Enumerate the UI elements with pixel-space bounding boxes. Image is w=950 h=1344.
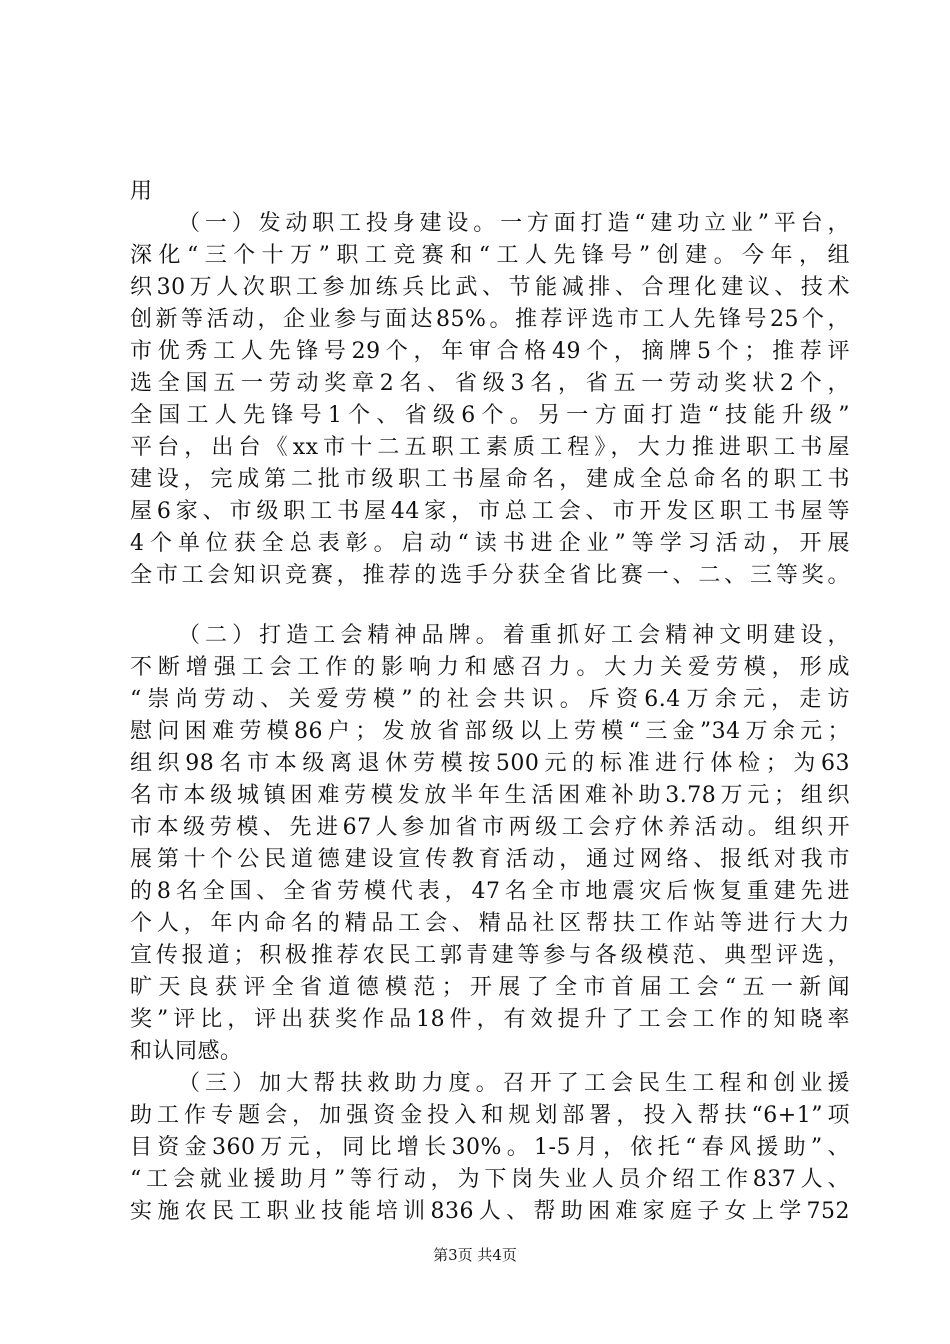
text-line: 4个单位获全总表彰。启动“读书进企业”等学习活动，开展 [130,531,850,556]
text-line: 慰问困难劳模86户；发放省部级以上劳模“三金”34万余元； [130,719,850,744]
page-number-footer: 第3页 共4页 [433,1246,517,1264]
text-line: 全国工人先锋号1个、省级6个。另一方面打造“技能升级” [130,403,850,428]
text-line: “工会就业援助月”等行动，为下岗失业人员介绍工作837人、 [130,1167,850,1192]
text-line: “崇尚劳动、关爱劳模”的社会共识。斥资6.4万余元，走访 [130,687,850,712]
paragraph-gap [130,592,850,620]
text-line: 创新等活动，企业参与面达85%。推荐评选市工人先锋号25个， [130,307,850,332]
text-line: 不断增强工会工作的影响力和感召力。大力关爱劳模，形成 [130,655,850,680]
text-line: 奖”评比，评出获奖作品18件，有效提升了工会工作的知晓率 [130,1007,850,1032]
text-line: 屋6家、市级职工书屋44家，市总工会、市开发区职工书屋等 [130,499,850,524]
text-line: 选全国五一劳动奖章2名、省级3名，省五一劳动奖状2个， [130,371,850,396]
text-line: （一）发动职工投身建设。一方面打造“建功立业”平台， [178,211,850,236]
text-line: 全市工会知识竞赛，推荐的选手分获全省比赛一、二、三等奖。 [130,563,850,588]
text-line: 建设，完成第二批市级职工书屋命名，建成全总命名的职工书 [130,467,850,492]
text-line: 目资金360万元，同比增长30%。1-5月，依托“春风援助”、 [130,1135,850,1160]
text-line: 个人，年内命名的精品工会、精品社区帮扶工作站等进行大力 [130,911,850,936]
text-line: 平台，出台《xx市十二五职工素质工程》，大力推进职工书屋 [130,435,850,460]
text-line: 深化“三个十万”职工竞赛和“工人先锋号”创建。今年，组 [130,243,850,268]
document-body [130,176,850,1228]
text-line: （二）打造工会精神品牌。着重抓好工会精神文明建设， [178,623,850,648]
text-line: 市本级劳模、先进67人参加省市两级工会疗休养活动。组织开 [130,815,850,840]
text-line: 实施农民工职业技能培训836人、帮助困难家庭子女上学752 [130,1199,850,1224]
text-line: 旷天良获评全省道德模范；开展了全市首届工会“五一新闻 [130,975,850,1000]
text-line: 组织98名市本级离退休劳模按500元的标准进行体检；为63 [130,751,850,776]
text-line: 和认同感。 [130,1039,243,1064]
text-line: 名市本级城镇困难劳模发放半年生活困难补助3.78万元；组织 [130,783,850,808]
text-line: 助工作专题会，加强资金投入和规划部署，投入帮扶“6+1”项 [130,1103,850,1128]
text-line: （三）加大帮扶救助力度。召开了工会民生工程和创业援 [178,1071,850,1096]
text-line: 宣传报道；积极推荐农民工郭青建等参与各级模范、典型评选， [130,943,850,968]
text-line: 市优秀工人先锋号29个，年审合格49个，摘牌5个；推荐评 [130,339,850,364]
text-line: 的8名全国、全省劳模代表，47名全市地震灾后恢复重建先进 [130,879,850,904]
text-line: 织30万人次职工参加练兵比武、节能减排、合理化建议、技术 [130,275,850,300]
text-line: 展第十个公民道德建设宣传教育活动，通过网络、报纸对我市 [130,847,850,872]
text-line: 用 [130,179,153,204]
